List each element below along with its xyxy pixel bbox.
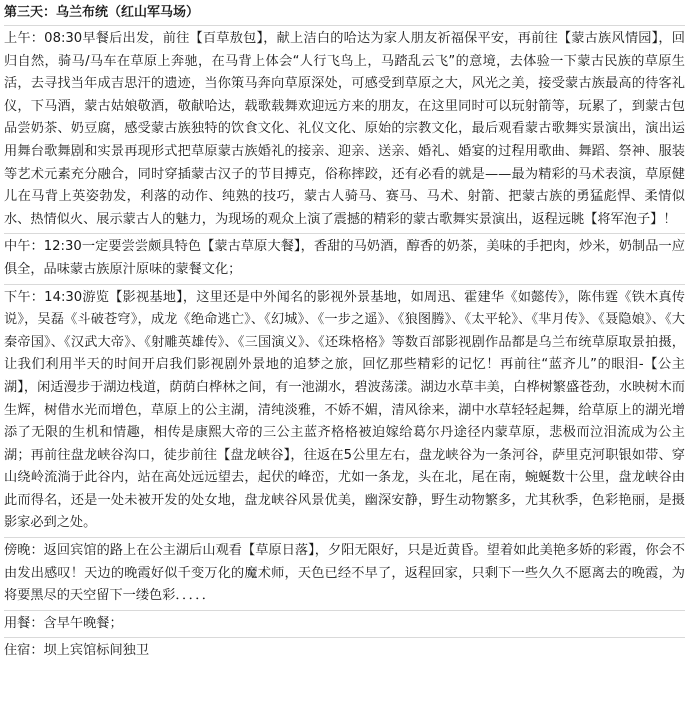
divider [4,610,685,611]
noon-paragraph: 中午：12:30一定要尝尝颇具特色【蒙古草原大餐】，香甜的马奶酒，醇香的奶茶，美味的手把肉，炒米，奶制品一应俱全，品味蒙古族原汁原味的蒙餐文化； [4,239,685,277]
divider [4,637,685,638]
divider [4,233,685,234]
divider [4,537,685,538]
afternoon-paragraph: 下午：14:30游览【影视基地】，这里还是中外闻名的影视外景基地，如周迅、霍建华《如懿传》，陈伟霆《铁木真传说》，吴磊《斗破苍穹》，成龙《绝命逃亡》、《幻城》、《一步之遥》、《狼图腾》、《太平轮》、《芈月传》、《聂隐娘》、《大秦帝国》、《汉武大帝》、《射雕英雄传》、《三国演义》、《还珠格格》等数百部影视剧作品都是乌兰布统草原取景拍摄，让我们利用半天的时间开启我们影视剧外景地的追梦之旅，回忆那些精彩的记忆！再前往“蓝齐儿”的眼泪-【公主湖】，闲适漫步于湖边栈道，荫荫白桦林之间，有一池湖水，碧波荡漾。湖边水草丰美，白桦树繁盛苍劲，水映树木而生辉，树借水光而增色，草原上的公主湖，清纯淡雅，不娇不媚，清风徐来，湖中水草轻轻起舞，给草原上的湖光增添了无限的生机和情趣，相传是康熙大帝的三公主蓝齐格格被迫嫁给葛尔丹途径内蒙草原，悲极而泣泪流成为公主湖；再前往盘龙峡谷沟口，徒步前往【盘龙峡谷】，往返在5公里左右，盘龙峡谷为一条河谷，萨里克河职银如带、穿山绕岭流淌于此谷内，站在高处远远望去，起伏的峰峦，尤如一条龙，头在北，尾在南，蜿蜒数十公里，盘龙峡谷由此而得名，还是一处未被开发的处女地，盘龙峡谷风景优美，幽深安静，野生动物繁多，尤其秋季，色彩艳丽，是摄影家必到之处。 [4,289,685,531]
morning-paragraph: 上午：08:30早餐后出发，前往【百草敖包】，献上洁白的哈达为家人朋友祈福保平安，再前往【蒙古族风情园】，回归自然，骑马/马车在草原上奔驰，在马背上体会“人行飞鸟上，马踏乱云飞”的意境，去体验一下蒙古民族的草原生活，去寻找当年成吉思汗的遗迹，当你策马奔向草原深处，可感受到草原之大，风光之美，接受蒙古族最高的待客礼仪，下马酒，蒙古姑娘敬酒，敬献哈达，载歌载舞欢迎远方来的朋友，在这里同时可以玩射箭等，玩累了，到蒙古包品尝奶茶、奶豆腐，感受蒙古族独特的饮食文化、礼仪文化、原始的宗教文化，最后观看蒙古歌舞实景演出，演出运用舞台歌舞剧和实景再现形式把草原蒙古族婚礼的接亲、迎亲、送亲、婚礼、婚宴的过程用歌曲、舞蹈、祭神、服装等艺术元素充分融合，同时穿插蒙古汉子的节目搏克，俗称摔跤，还有必看的就是——最为精彩的马术表演，草原健儿在马背上英姿勃发，利落的动作、纯熟的技巧，蒙古人骑马、赛马、马术、射箭、把蒙古族的勇猛彪悍、柔情似水、热情似火、展示蒙古人的魅力，为现场的观众上演了震撼的精彩的蒙古歌舞实景演出，返程远眺【将军泡子】！ [4,31,685,227]
divider [4,284,685,285]
lodging-line: 住宿：坝上宾馆标间独卫 [4,643,150,659]
divider [4,25,685,26]
meals-line: 用餐：含早午晚餐； [4,615,123,631]
evening-paragraph: 傍晚：返回宾馆的路上在公主湖后山观看【草原日落】，夕阳无限好，只是近黄昏。望着如此美艳多娇的彩霞，你会不由发出感叹！天边的晚霞好似千变万化的魔术师，天色已经不早了，返程回家，只剩下一些久久不愿离去的晚霞，为将要黑尽的天空留下一缕色彩．．．．． [4,543,685,604]
day-title: 第三天：乌兰布统（红山军马场） [4,5,200,20]
